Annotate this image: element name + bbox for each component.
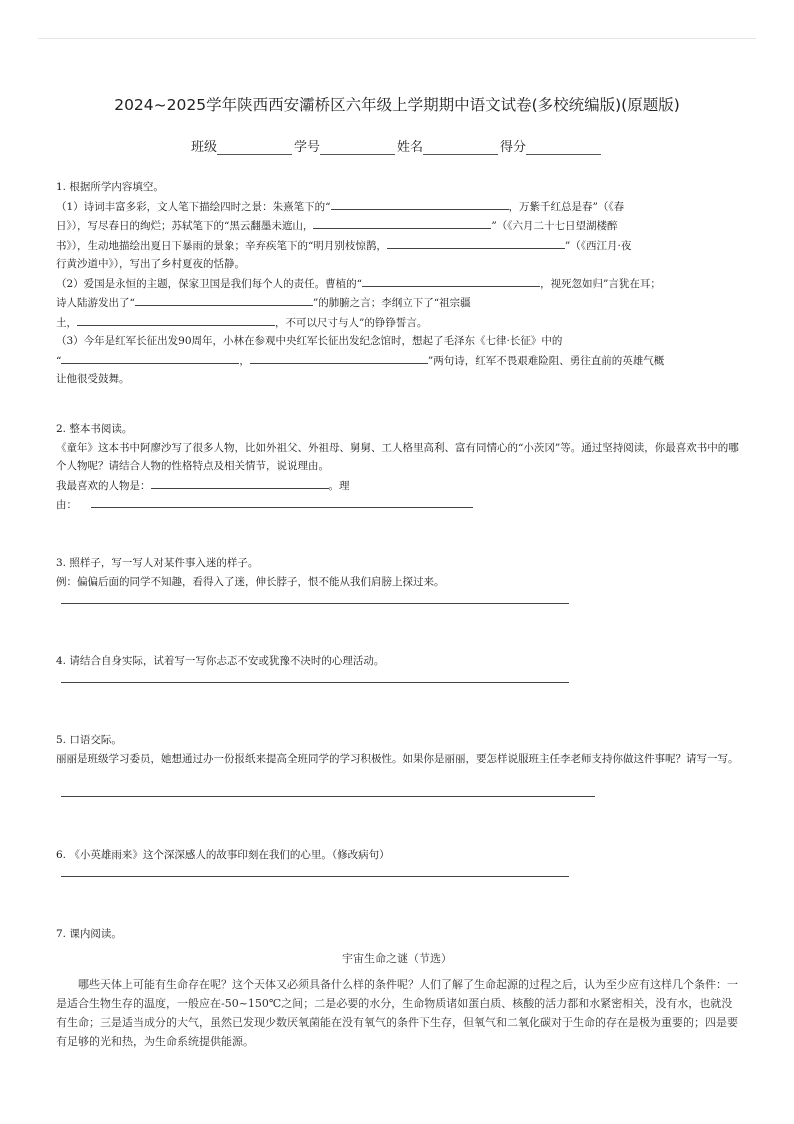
question-5-body: 丽丽是班级学习委员，她想通过办一份报纸来提高全班同学的学习积极性。如果你是丽丽，要怎样说服班主任李老师支持你做这件事呢？请写一写。	[56, 752, 739, 765]
question-2-favorite-line: 我最喜欢的人物是： 。理	[56, 476, 740, 496]
class-label: 班级	[190, 140, 217, 155]
question-1-line-5: （2）爱国是永恒的主题，保家卫国是我们每个人的责任。曹植的“ ，视死忽如归”言犹在耳；	[56, 274, 740, 294]
question-7	[56, 925, 740, 944]
number-label: 学号	[293, 140, 320, 155]
question-3	[56, 554, 740, 591]
question-1-line-7: 土， ，不可以尺寸与人”的铮铮誓言。	[56, 313, 740, 333]
answer-blank[interactable]	[362, 274, 540, 287]
question-1-line-9: “ ， ”两句诗，红军不畏艰难险阻、勇往直前的英雄气概	[56, 351, 740, 371]
question-3-example: 例：偏偏后面的同学不知趣，看得入了迷，伸长脖子，恨不能从我们肩膀上探过来。	[56, 575, 445, 588]
score-label: 得分	[500, 140, 527, 155]
answer-blank[interactable]	[331, 197, 509, 210]
answer-line[interactable]	[61, 796, 595, 797]
question-1-heading: 1. 根据所学内容填空。	[56, 181, 164, 193]
question-2	[56, 420, 740, 515]
name-field	[397, 136, 500, 155]
question-1-line-2: 日》），写尽春日的绚烂；苏轼笔下的“黑云翻墨未遮山， ”（《六月二十七日望湖楼醉	[56, 216, 740, 236]
name-blank[interactable]	[423, 141, 498, 155]
answer-line[interactable]	[61, 603, 569, 604]
question-2-heading: 2. 整本书阅读。	[56, 423, 133, 435]
question-7-heading: 7. 课内阅读。	[56, 928, 122, 940]
answer-line[interactable]	[61, 682, 569, 683]
question-3-heading: 3. 照样子，写一写人对某件事入迷的样子。	[56, 557, 259, 569]
answer-blank[interactable]	[151, 476, 329, 489]
page-top-rule	[38, 38, 756, 39]
number-blank[interactable]	[320, 141, 395, 155]
passage-title: 宇宙生命之谜（节选）	[342, 952, 452, 965]
question-4	[56, 652, 740, 671]
answer-blank[interactable]	[250, 351, 428, 364]
question-1-line-6: 诗人陆游发出了“ ”的肺腑之言；李纲立下了“祖宗疆	[56, 293, 740, 313]
question-1-line-4: 行黄沙道中》），写出了乡村夏夜的恬静。	[56, 258, 245, 270]
answer-blank[interactable]	[61, 351, 239, 364]
passage-text: 哪些天体上可能有生命存在呢？这个天体又必须具备什么样的条件呢？人们了解了生命起源的过程之后，认为至少应有这样几个条件：一是适合生物生存的温度，一般应在-50~150℃之间；二是必要的水分，生命物质诸如蛋白质、核酸的活力都和水紧密相关，没有水，也就没有生命；三是适当成分的大气，虽然已发现少数厌氧菌能在没有氧气的条件下生存，但氧气和二氧化碳对于生命的存在是极为重要的；四是要有足够的光和热，为生命系统提供能源。	[56, 978, 738, 1048]
answer-blank[interactable]	[91, 495, 473, 508]
class-blank[interactable]	[217, 141, 292, 155]
question-1-line-3: 书》），生动地描绘出夏日下暴雨的景象；辛弃疾笔下的“明月别枝惊鹊， ”（《西江月·夜	[56, 236, 740, 256]
answer-blank[interactable]	[387, 236, 565, 249]
name-label: 姓名	[397, 140, 424, 155]
answer-blank[interactable]	[313, 216, 491, 229]
answer-blank[interactable]	[77, 313, 275, 326]
question-4-heading: 4. 请结合自身实际，试着写一写你忐忑不安或犹豫不决时的心理活动。	[56, 655, 385, 667]
answer-blank[interactable]	[135, 293, 313, 306]
question-1-line-10: 让他很受鼓舞。	[56, 373, 130, 385]
class-field	[191, 136, 294, 155]
question-1-line-1: （1）诗词丰富多彩，文人笔下描绘四时之景：朱熹笔下的“ ，万紫千红总是春”（《春	[56, 197, 740, 217]
page-title: 2024~2025学年陕西西安灞桥区六年级上学期期中语文试卷(多校统编版)(原题版)	[114, 96, 680, 114]
question-1	[56, 178, 740, 389]
question-6	[56, 846, 740, 865]
score-field	[500, 136, 603, 155]
number-field	[294, 136, 397, 155]
student-info-row	[0, 136, 794, 155]
question-2-reason-line: 由：	[56, 495, 740, 515]
question-6-heading: 6. 《小英雄雨来》这个深深感人的故事印刻在我们的心里。（修改病句）	[56, 849, 390, 861]
question-5	[56, 731, 740, 768]
question-2-body: 《童年》这本书中阿廖沙写了很多人物，比如外祖父、外祖母、舅舅、工人格里高利、富有同情心的“小茨冈”等。通过坚持阅读，你最喜欢书中的哪个人物呢？请结合人物的性格特点及相关情节，说说理由。	[56, 441, 739, 472]
question-1-line-8: （3）今年是红军长征出发90周年，小林在参观中央红军长征出发纪念馆时，想起了毛泽东《七律·长征》中的	[56, 335, 563, 347]
question-5-heading: 5. 口语交际。	[56, 734, 122, 746]
answer-line[interactable]	[61, 876, 569, 877]
score-blank[interactable]	[526, 141, 601, 155]
